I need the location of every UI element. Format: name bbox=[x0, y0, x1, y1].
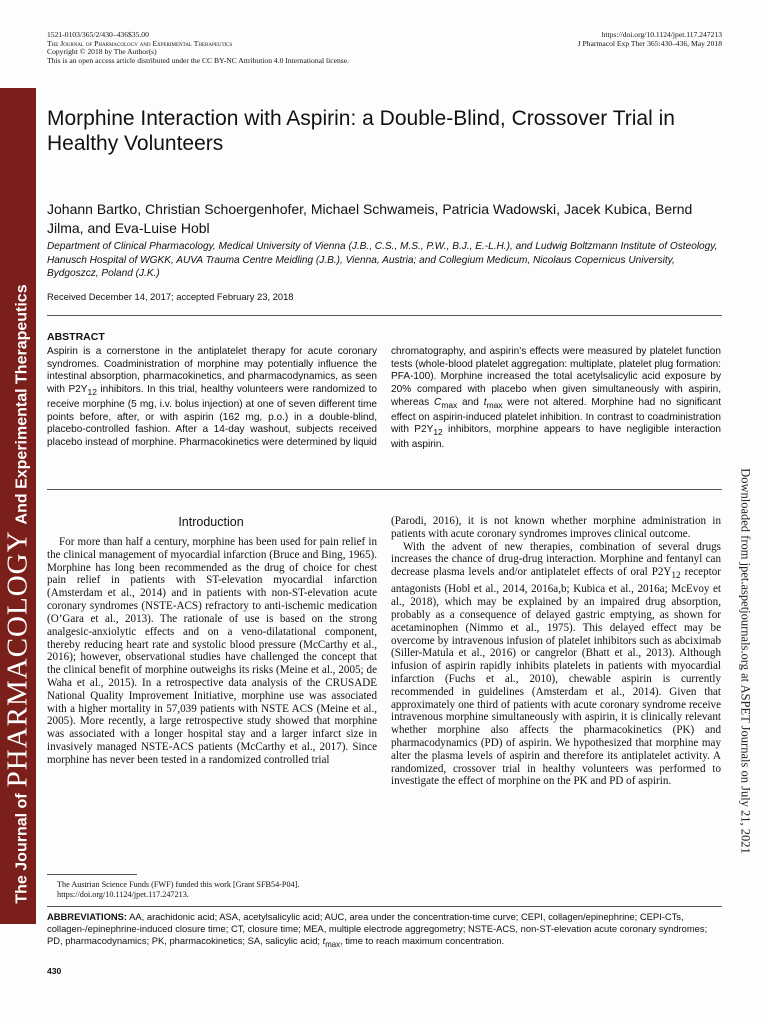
header-left bbox=[47, 31, 349, 65]
header-issn: 1521-0103/365/2/430–436$35.00 bbox=[47, 30, 149, 39]
footnote-funding-text: The Austrian Science Funds (FWF) funded this work [Grant SFB54-P04]. bbox=[57, 880, 300, 889]
abstract-column-left bbox=[47, 346, 377, 450]
abstract-left-text-a: Aspirin is a cornerstone in the antiplatelet therapy for acute coronary syndromes. Coadministration of morphine may potentially influence the intestinal absorption, pharmacokinetics, and pharmacodynamics, as seen with P2Y bbox=[47, 346, 377, 396]
sidebar-text-part1: The Journal of bbox=[13, 793, 31, 904]
cmax-sub: max bbox=[441, 399, 458, 410]
abstract-right-and: and bbox=[457, 396, 484, 408]
abbrev-tmax-sub: max bbox=[325, 940, 341, 950]
page-number: 430 bbox=[47, 966, 62, 976]
intro-column-right bbox=[391, 515, 721, 788]
intro-right-p2-text-a: With the advent of new therapies, combination of several drugs increases the chance of drug-drug interaction. Morphine and fentanyl can decrease plasma levels and/or antiplatelet effects of oral P2Y bbox=[391, 540, 721, 579]
article-title: Morphine Interaction with Aspirin: a Double-Blind, Crossover Trial in Healthy Volunteers bbox=[47, 107, 675, 155]
header-license: This is an open access article distributed under the CC BY-NC Attribution 4.0 International license. bbox=[47, 55, 349, 65]
abbreviations-block bbox=[47, 911, 722, 951]
sidebar-text-part3: And Experimental Therapeutics bbox=[13, 284, 31, 525]
abbreviations-text-a: AA, arachidonic acid; ASA, acetylsalicylic acid; AUC, area under the concentration-time curve; CEPI, collagen/epinephrine; CEPI-CTs, collagen-/epinephrine-induced closure time; CT, closure time; MEA, multiple electrode aggregometry; NSTE-ACS, non-ST-elevation acute coronary syndromes; PD, pharmacodynamics; PK, pharmacokinetics; SA, salicylic acid; bbox=[47, 911, 708, 947]
tmax-sub: max bbox=[486, 399, 503, 410]
download-note: Downloaded from jpet.aspetjournals.org at ASPET Journals on July 21, 2021 bbox=[738, 468, 753, 854]
intro-column-left bbox=[47, 536, 377, 767]
cmax-symbol: C bbox=[434, 396, 442, 408]
sidebar-text-part2: PHARMACOLOGY bbox=[1, 530, 34, 788]
header-citation: J Pharmacol Exp Ther 365:430–436, May 2018 bbox=[577, 38, 722, 48]
abbreviations-label: ABBREVIATIONS: bbox=[47, 911, 128, 922]
article-authors: Johann Bartko, Christian Schoergenhofer, Michael Schwameis, Patricia Wadowski, Jacek Kubica, Bernd Jilma, and Eva-Luise Hobl bbox=[47, 201, 693, 236]
abstract-left-text-b: inhibitors. In this trial, healthy volunteers were randomized to receive morphine (5 mg, i.v. bolus injection) at one of seven different time points before, after, or with aspirin (162 mg, p.o.) in a double-blind, placebo-controlled fashion. After a 14-day washout, subjects received placebo instead of morphine. Pharmacokinetics were determined by liquid bbox=[47, 384, 377, 448]
abbreviations-text-b: , time to reach maximum concentration. bbox=[340, 935, 505, 947]
journal-sidebar-banner bbox=[0, 88, 36, 924]
intro-right-p2-sub: 12 bbox=[671, 571, 681, 582]
divider-top bbox=[47, 315, 722, 316]
abstract-right-text-a: chromatography, and aspirin’s effects were measured by platelet function tests (whole-blood platelet aggregation: multiplate, platelet plug formation: PFA-100). Morphine increased the total acetylsalicylic acid exposure by 20% compared with placebo when given simultaneously with aspirin, whereas bbox=[391, 346, 721, 408]
header-copyright: Copyright © 2018 by The Author(s) bbox=[47, 47, 157, 57]
footnote-rule bbox=[47, 874, 137, 875]
tmax-symbol: t bbox=[483, 396, 487, 408]
abbrev-tmax-symbol: t bbox=[322, 935, 326, 947]
journal-sidebar-text bbox=[1, 284, 34, 904]
divider-bottom bbox=[47, 906, 722, 907]
author-affiliations: Department of Clinical Pharmacology, Medical University of Vienna (J.B., C.S., M.S., P.W., B.J., E.-L.H.), and Ludwig Boltzmann Institute of Osteology, Hanusch Hospital of WGKK, AUVA Trauma Centre Meidling (J.B.), Vienna, Austria; and Collegium Medicum, Nicolaus Copernicus University, Bydgoszcz, Poland (J.K.) bbox=[47, 241, 718, 280]
abstract-column-right bbox=[391, 346, 721, 452]
intro-right-p2-text-b: receptor antagonists (Hobl et al., 2014, 2016a,b; Kubica et al., 2016a; McEvoy et al., 2018), which may be explained by an impaired drug absorption, probably as a consequence of delayed gastric emptying, as shown for acetaminophen (Nimmo et al., 1975). This delayed effect may be overcome by intravenous infusion of platelet inhibitors such as abciximab (Siller-Matula et al., 2016) or cangrelor (Bhatt et al., 2013). Although infusion of aspirin rapidly inhibits platelets in patients with myocardial infarction (Fuchs et al., 2010), chewable aspirin is currently recommended in guidelines (Amsterdam et al., 2014). Given that approximately one third of patients with acute coronary syndrome receive intravenous morphine simultaneously with aspirin, it is clinically relevant whether morphine also affects the pharmacokinetics (PK) and pharmacodynamics (PD) of aspirin. We hypothesized that morphine may alter the plasma levels of aspirin and therefore its antiplatelet activity. A randomized, crossover trial in healthy volunteers was performed to investigate the effect of morphine on the PK and PD of aspirin. bbox=[391, 566, 721, 788]
divider-abstract bbox=[47, 489, 722, 490]
abstract-right-text-b: were not altered. Morphine had no significant effect on aspirin-induced platelet inhibition. In contrast to coadministration with P2Y bbox=[391, 396, 722, 436]
introduction-heading: Introduction bbox=[178, 515, 244, 529]
abstract-heading: ABSTRACT bbox=[47, 331, 105, 343]
intro-left-paragraph: For more than half a century, morphine has been used for pain relief in the clinical management of myocardial infarction (Bruce and Bing, 1965). Morphine has long been recommended as the drug of choice for chest pain relief in patients with ST-elevation myocardial infarction (Amsterdam et al., 2014) and in patients with non-ST-elevation acute coronary syndromes (NSTE-ACS) refractory to anti-ischemic medication (O’Gara et al., 2013). The rationale of use is based on the strong analgesic-anxiolytic effects and on a veno-dilatational component, thereby reducing heart rate and systolic blood pressure (McCarthy et al., 2016); however, observational studies have challenged the concept that the clinical benefit of morphine outweighs its risks (Meine et al., 2005; de Waha et al., 2015). In a retrospective data analysis of the CRUSADE National Quality Improvement Initiative, morphine use was associated with a higher mortality in 57,039 patients with NSTE ACS (Meine et al., 2005). More recently, a large retrospective study showed that morphine was associated with a longer hospital stay and a larger infarct size in invasively managed NSTE-ACS patients (McCarthy et al., 2017). Since morphine has never been tested in a randomized controlled trial bbox=[47, 536, 377, 766]
intro-right-paragraph-1: (Parodi, 2016), it is not known whether morphine administration in patients with acute coronary syndromes improves clinical outcome. bbox=[391, 515, 721, 540]
header-right bbox=[578, 31, 722, 48]
header-doi-link[interactable]: https://doi.org/10.1124/jpet.117.247213 bbox=[601, 30, 722, 39]
intro-right-paragraph-2 bbox=[391, 541, 721, 789]
received-dates: Received December 14, 2017; accepted February 23, 2018 bbox=[47, 291, 294, 302]
funding-footnote bbox=[57, 880, 375, 900]
abstract-left-sub: 12 bbox=[87, 387, 97, 398]
header-journal-name: The Journal of Pharmacology and Experimental Therapeutics bbox=[47, 38, 233, 48]
abstract-right-text-c: inhibitors, morphine appears to have negligible interaction with aspirin. bbox=[391, 424, 721, 450]
abstract-right-sub: 12 bbox=[433, 427, 443, 438]
footnote-doi-link[interactable]: https://doi.org/10.1124/jpet.117.247213. bbox=[57, 890, 189, 900]
